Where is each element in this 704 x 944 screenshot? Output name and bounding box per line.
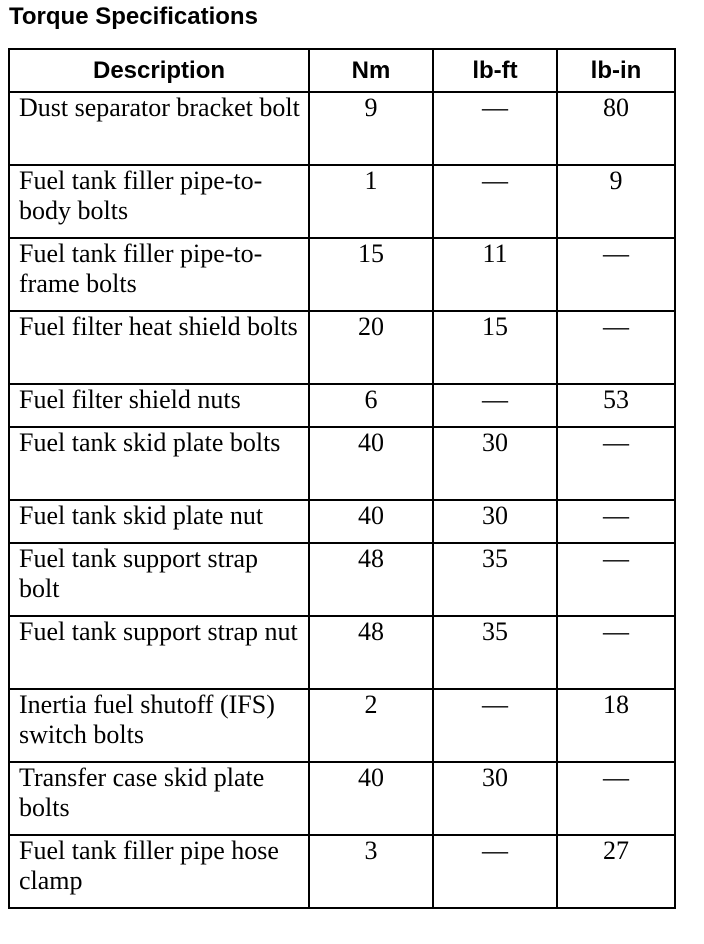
table-row [9, 835, 675, 908]
description-cell: Fuel tank filler pipe-to-body bolts [9, 165, 309, 238]
lbin-cell: 9 [557, 165, 675, 238]
lbft-cell: — [433, 835, 557, 908]
description-cell: Fuel tank skid plate nut [9, 500, 309, 543]
description-cell: Fuel filter heat shield bolts [9, 311, 309, 384]
nm-cell: 15 [309, 238, 433, 311]
description-cell: Fuel tank filler pipe hose clamp [9, 835, 309, 908]
lbin-cell: 27 [557, 835, 675, 908]
table-row [9, 311, 675, 384]
header-row [9, 49, 675, 92]
page-title: Torque Specifications [9, 3, 258, 30]
lbft-cell: 35 [433, 616, 557, 689]
description-cell: Fuel tank support strap nut [9, 616, 309, 689]
description-cell: Fuel filter shield nuts [9, 384, 309, 427]
lbft-cell: — [433, 689, 557, 762]
lbin-cell: — [557, 500, 675, 543]
column-header-lbft: lb-ft [433, 49, 557, 92]
table-row [9, 165, 675, 238]
lbin-cell: 80 [557, 92, 675, 165]
nm-cell: 6 [309, 384, 433, 427]
column-header-description: Description [9, 49, 309, 92]
table-row [9, 616, 675, 689]
lbft-cell: 15 [433, 311, 557, 384]
lbft-cell: — [433, 384, 557, 427]
lbft-cell: — [433, 92, 557, 165]
nm-cell: 9 [309, 92, 433, 165]
lbft-cell: — [433, 165, 557, 238]
lbin-cell: — [557, 543, 675, 616]
table-row [9, 762, 675, 835]
table-row [9, 427, 675, 500]
table-row [9, 92, 675, 165]
column-header-lbin: lb-in [557, 49, 675, 92]
table-row [9, 384, 675, 427]
description-cell: Fuel tank filler pipe-to-frame bolts [9, 238, 309, 311]
nm-cell: 20 [309, 311, 433, 384]
lbft-cell: 35 [433, 543, 557, 616]
nm-cell: 3 [309, 835, 433, 908]
lbin-cell: 53 [557, 384, 675, 427]
lbin-cell: — [557, 616, 675, 689]
description-cell: Fuel tank skid plate bolts [9, 427, 309, 500]
lbft-cell: 30 [433, 500, 557, 543]
lbin-cell: 18 [557, 689, 675, 762]
description-cell: Fuel tank support strap bolt [9, 543, 309, 616]
table-row [9, 543, 675, 616]
table-row [9, 500, 675, 543]
nm-cell: 40 [309, 762, 433, 835]
torque-spec-table [8, 48, 676, 909]
column-header-nm: Nm [309, 49, 433, 92]
description-cell: Dust separator bracket bolt [9, 92, 309, 165]
lbft-cell: 30 [433, 427, 557, 500]
lbin-cell: — [557, 427, 675, 500]
nm-cell: 48 [309, 543, 433, 616]
nm-cell: 40 [309, 500, 433, 543]
lbft-cell: 11 [433, 238, 557, 311]
lbft-cell: 30 [433, 762, 557, 835]
lbin-cell: — [557, 238, 675, 311]
lbin-cell: — [557, 311, 675, 384]
description-cell: Transfer case skid plate bolts [9, 762, 309, 835]
nm-cell: 2 [309, 689, 433, 762]
nm-cell: 48 [309, 616, 433, 689]
table-row [9, 238, 675, 311]
lbin-cell: — [557, 762, 675, 835]
table-row [9, 689, 675, 762]
nm-cell: 40 [309, 427, 433, 500]
nm-cell: 1 [309, 165, 433, 238]
description-cell: Inertia fuel shutoff (IFS) switch bolts [9, 689, 309, 762]
